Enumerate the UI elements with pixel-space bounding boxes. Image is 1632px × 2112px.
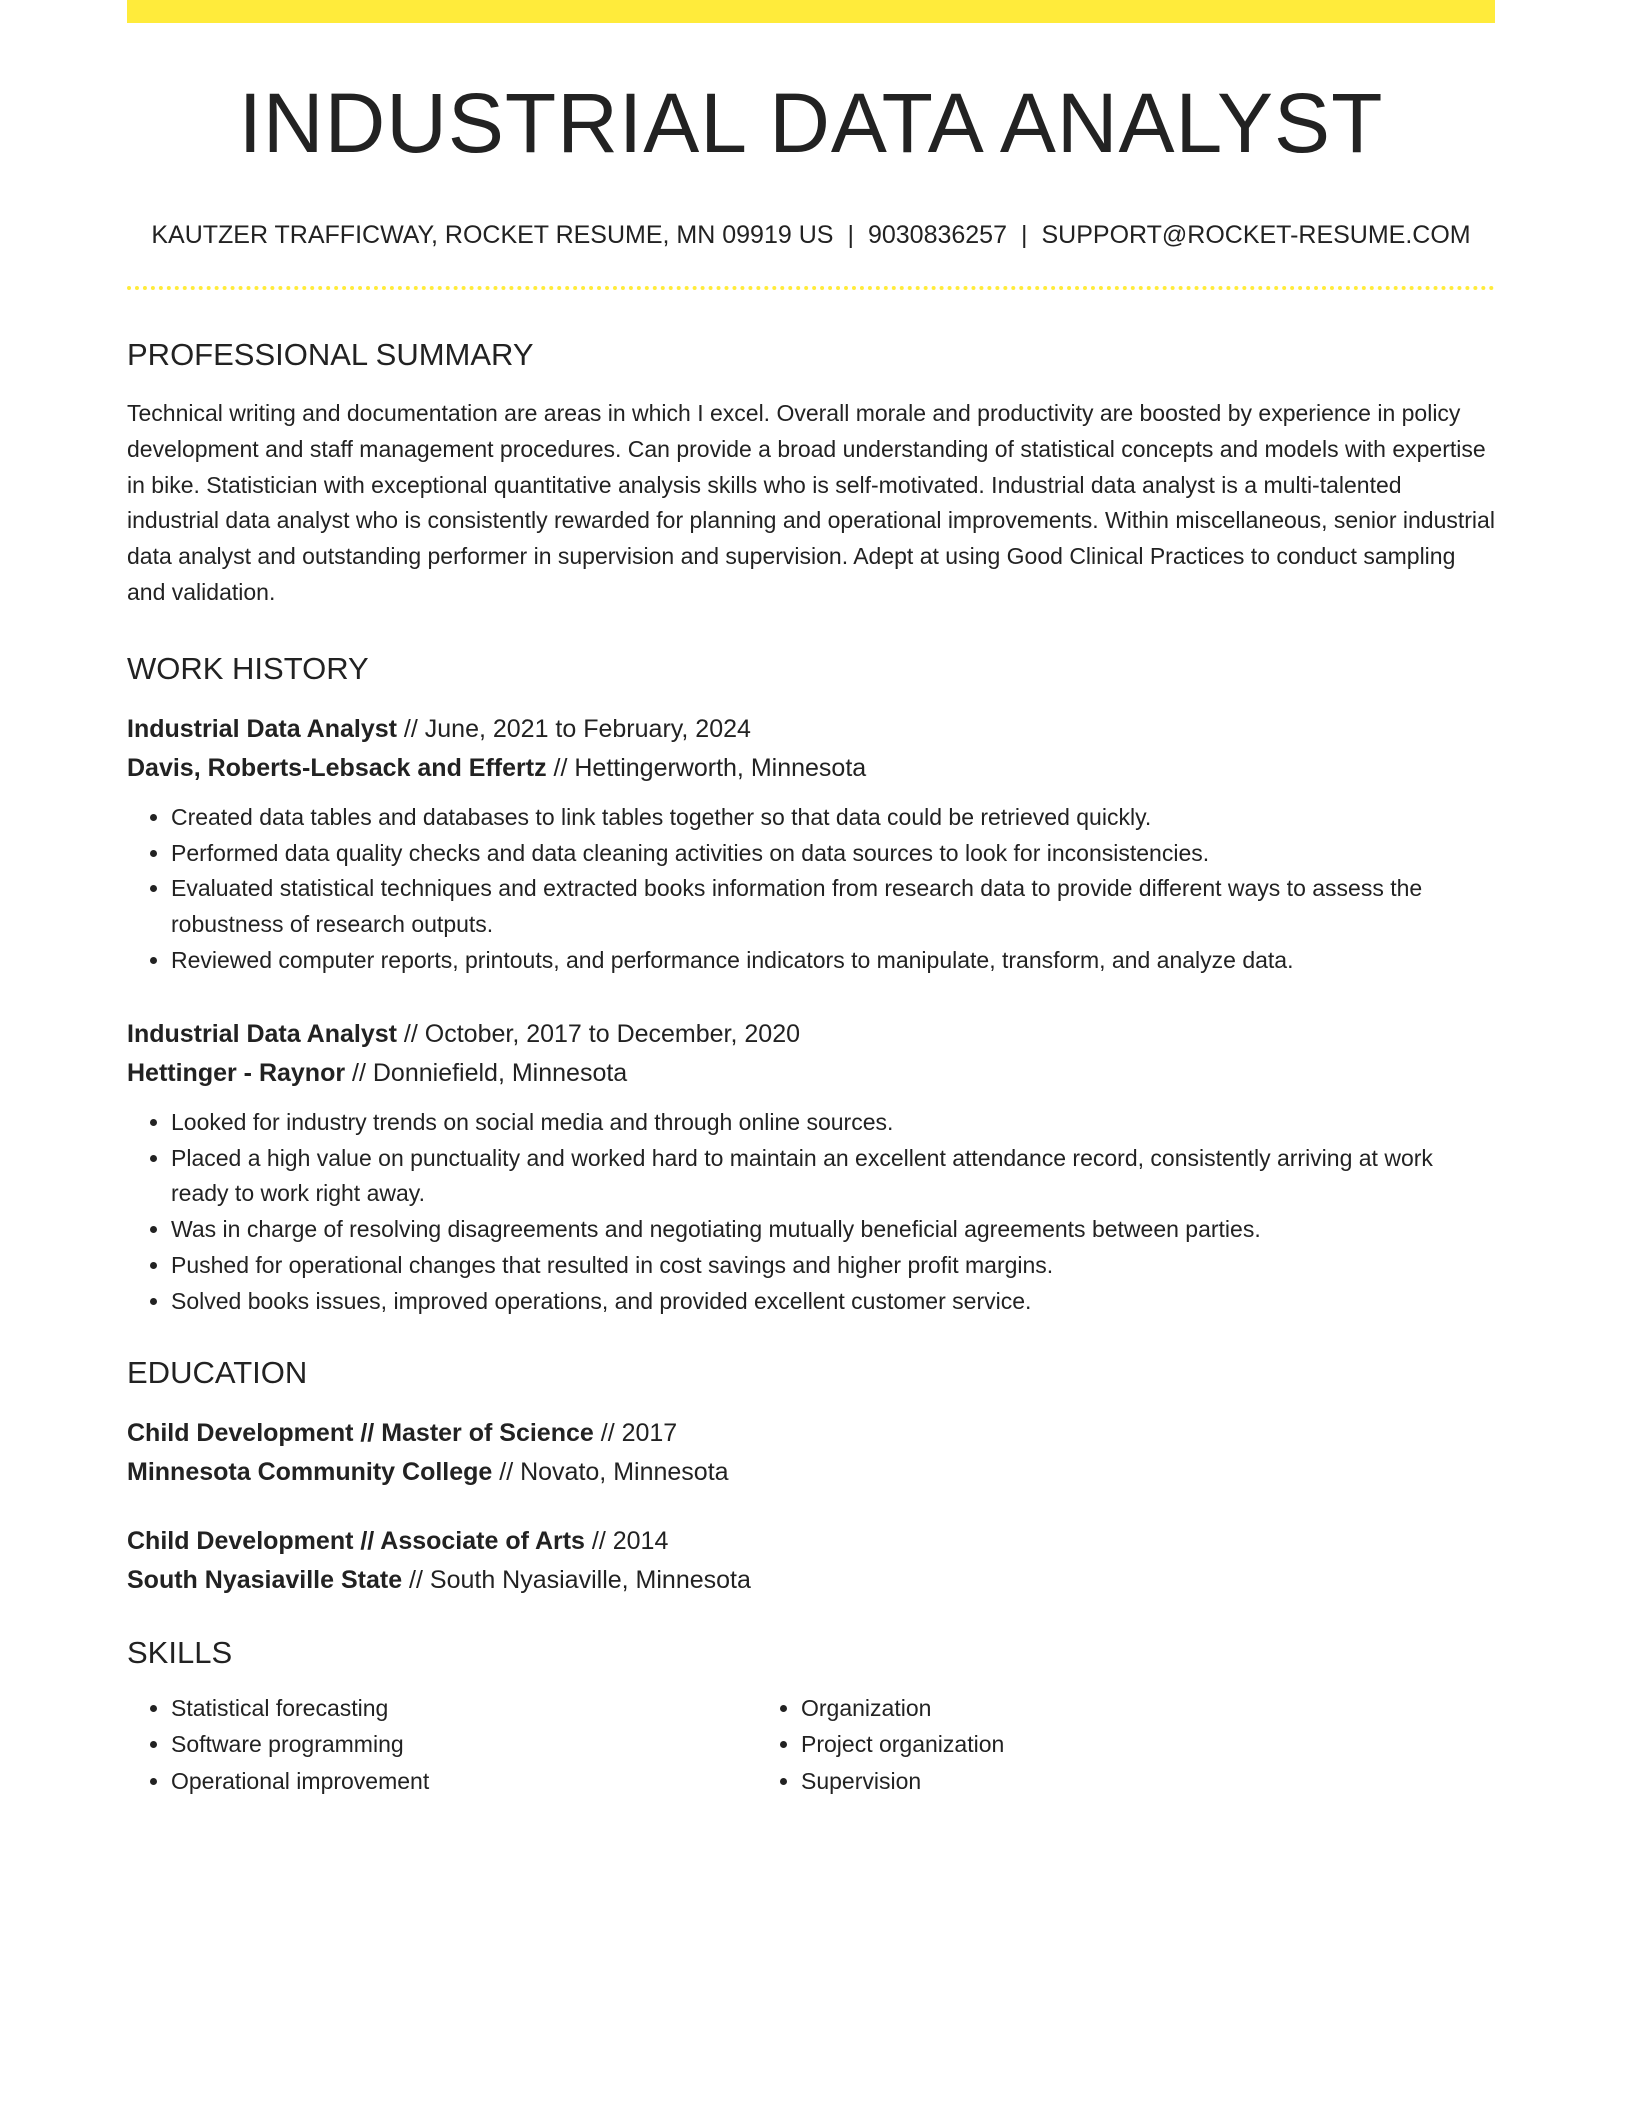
degree: Child Development // Associate of Arts bbox=[127, 1526, 585, 1555]
job-bullet: • Was in charge of resolving disagreements and negotiating mutually beneficial agreements between parties. bbox=[171, 1212, 1495, 1248]
skill-item: • Software programming bbox=[171, 1726, 757, 1763]
job-bullets bbox=[127, 800, 1495, 979]
job-bullet: • Created data tables and databases to link tables together so that data could be retrieved quickly. bbox=[171, 800, 1495, 836]
contact-email: SUPPORT@ROCKET-RESUME.COM bbox=[1041, 221, 1471, 249]
dotted-divider bbox=[127, 286, 1495, 290]
education-entry bbox=[127, 1414, 1495, 1492]
contact-phone: 9030836257 bbox=[867, 221, 1007, 249]
school-line bbox=[127, 1453, 1495, 1492]
job-company-line bbox=[127, 1054, 1495, 1093]
skills-column-right bbox=[757, 1690, 1387, 1800]
job-dates: // October, 2017 to December, 2020 bbox=[396, 1019, 801, 1048]
skill-item: • Organization bbox=[801, 1690, 1387, 1727]
school-location: // Novato, Minnesota bbox=[492, 1457, 729, 1486]
skill-item: • Operational improvement bbox=[171, 1763, 757, 1800]
job-title-line bbox=[127, 710, 1495, 749]
skills-list bbox=[127, 1690, 1495, 1800]
job-bullet: • Evaluated statistical techniques and extracted books information from research data to provide different ways to assess the robustness of research outputs. bbox=[171, 871, 1495, 943]
resume-name: INDUSTRIAL DATA ANALYST bbox=[238, 76, 1384, 170]
school: Minnesota Community College bbox=[127, 1457, 493, 1486]
job-company: Hettinger - Raynor bbox=[127, 1058, 346, 1087]
job-dates: // June, 2021 to February, 2024 bbox=[396, 714, 751, 743]
education-entry bbox=[127, 1522, 1495, 1600]
skill-item: • Project organization bbox=[801, 1726, 1387, 1763]
job-bullet: • Placed a high value on punctuality and worked hard to maintain an excellent attendance record, consistently arriving at work ready to work right away. bbox=[171, 1141, 1495, 1213]
school-line bbox=[127, 1561, 1495, 1600]
degree-year: // 2014 bbox=[584, 1526, 669, 1555]
contact-line bbox=[127, 223, 1495, 248]
job-location: // Hettingerworth, Minnesota bbox=[546, 753, 867, 782]
job-bullet: • Reviewed computer reports, printouts, and performance indicators to manipulate, transform, and analyze data. bbox=[171, 943, 1495, 979]
job-location: // Donniefield, Minnesota bbox=[345, 1058, 628, 1087]
work-history-heading: WORK HISTORY bbox=[127, 650, 369, 686]
summary-text: Technical writing and documentation are areas in which I excel. Overall morale and productivity are boosted by experience in policy development and staff management procedures. Can provide a broad understanding of statistical concepts and models with expertise in bike. Statistician with exceptional quantitative analysis skills who is self-motivated. Industrial data analyst is a multi-talented industrial data analyst who is consistently rewarded for planning and operational improvements. Within miscellaneous, senior industrial data analyst and outstanding performer in supervision and supervision. Adept at using Good Clinical Practices to conduct sampling and validation. bbox=[127, 400, 1495, 605]
degree-line bbox=[127, 1522, 1495, 1561]
accent-top-bar bbox=[127, 0, 1495, 23]
contact-separator: | bbox=[847, 221, 854, 249]
skill-item: • Statistical forecasting bbox=[171, 1690, 757, 1727]
school: South Nyasiaville State bbox=[127, 1565, 403, 1594]
job-title-line bbox=[127, 1015, 1495, 1054]
degree-year: // 2017 bbox=[593, 1418, 678, 1447]
job-company-line bbox=[127, 749, 1495, 788]
skills-column-left bbox=[127, 1690, 757, 1800]
job-bullet: • Performed data quality checks and data cleaning activities on data sources to look for inconsistencies. bbox=[171, 836, 1495, 872]
skills-heading: SKILLS bbox=[127, 1634, 233, 1670]
education-heading: EDUCATION bbox=[127, 1354, 308, 1390]
job-bullet: • Looked for industry trends on social media and through online sources. bbox=[171, 1105, 1495, 1141]
job-company: Davis, Roberts-Lebsack and Effertz bbox=[127, 753, 547, 782]
job-bullet: • Solved books issues, improved operations, and provided excellent customer service. bbox=[171, 1284, 1495, 1320]
school-location: // South Nyasiaville, Minnesota bbox=[402, 1565, 751, 1594]
degree-line bbox=[127, 1414, 1495, 1453]
contact-address: KAUTZER TRAFFICWAY, ROCKET RESUME, MN 09919 US bbox=[151, 221, 834, 249]
job-entry bbox=[127, 710, 1495, 979]
summary-heading: PROFESSIONAL SUMMARY bbox=[127, 337, 534, 372]
job-bullets bbox=[127, 1105, 1495, 1320]
job-entry bbox=[127, 1015, 1495, 1320]
skill-item: • Supervision bbox=[801, 1763, 1387, 1800]
resume-page bbox=[127, 0, 1495, 1799]
job-bullet: • Pushed for operational changes that resulted in cost savings and higher profit margins. bbox=[171, 1248, 1495, 1284]
degree: Child Development // Master of Science bbox=[127, 1418, 594, 1447]
job-role: Industrial Data Analyst bbox=[127, 1019, 397, 1048]
contact-separator: | bbox=[1021, 221, 1028, 249]
job-role: Industrial Data Analyst bbox=[127, 714, 397, 743]
